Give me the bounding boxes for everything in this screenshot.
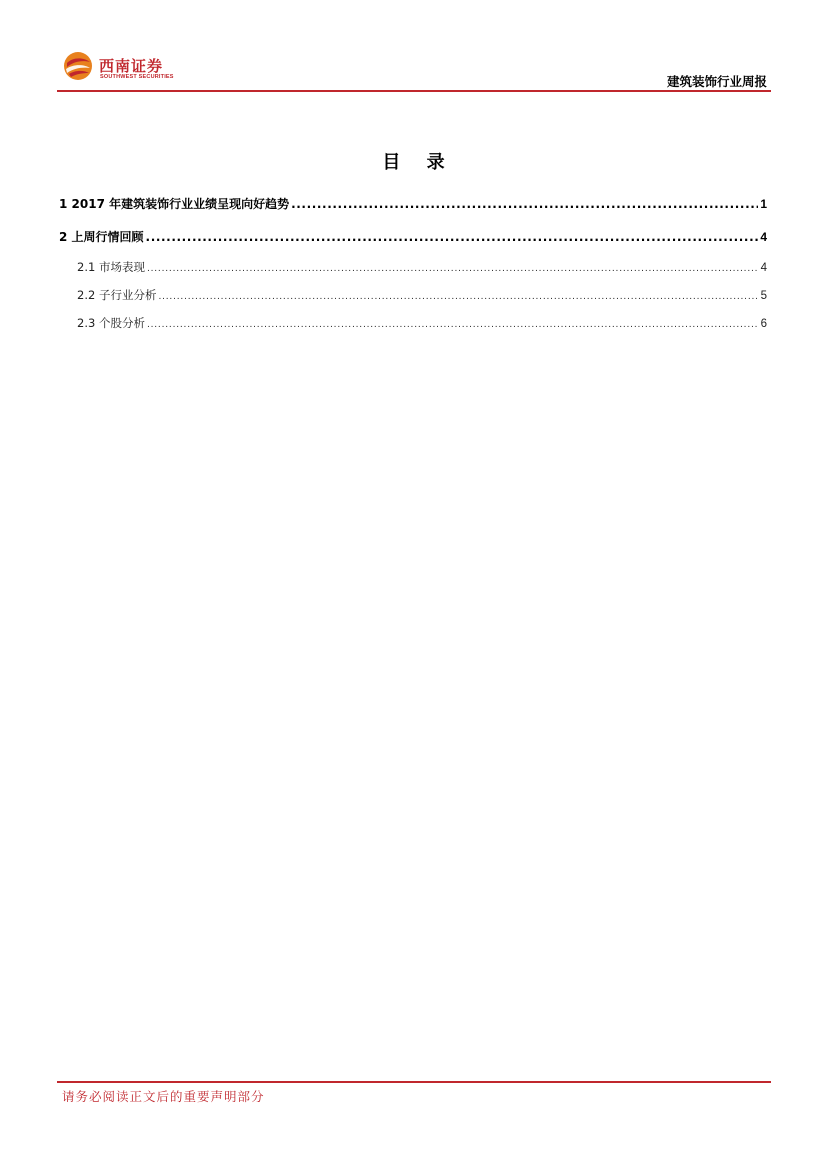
company-logo bbox=[63, 50, 203, 84]
toc-entry-2-3[interactable] bbox=[77, 315, 767, 331]
toc-page-number: 4 bbox=[760, 262, 767, 274]
toc-dot-leader bbox=[146, 230, 759, 244]
toc-dot-leader bbox=[158, 288, 758, 302]
toc-entry-label: 1 2017 年建筑装饰行业业绩呈现向好趋势 bbox=[59, 197, 290, 211]
toc-dot-leader bbox=[291, 197, 758, 211]
header-divider bbox=[57, 90, 771, 92]
toc-page-number: 1 bbox=[760, 197, 767, 211]
page-header bbox=[57, 46, 771, 92]
toc-page-number: 5 bbox=[760, 290, 767, 302]
logo-english-name: SOUTHWEST SECURITIES bbox=[100, 74, 174, 80]
toc-entry-label: 2 上周行情回顾 bbox=[59, 230, 144, 244]
toc-heading: 目 录 bbox=[382, 152, 455, 173]
footer-disclaimer-notice: 请务必阅读正文后的重要声明部分 bbox=[62, 1089, 265, 1104]
toc-entry-label: 2.1 市场表现 bbox=[77, 260, 145, 274]
toc-entry-label: 2.3 个股分析 bbox=[77, 316, 145, 330]
toc-entry-1[interactable] bbox=[59, 195, 767, 212]
toc-entry-2[interactable] bbox=[59, 228, 767, 245]
toc-dot-leader bbox=[147, 316, 759, 330]
toc-entry-2-1[interactable] bbox=[77, 259, 767, 275]
toc-page-number: 4 bbox=[760, 230, 767, 244]
logo-chinese-name: 西南证券 bbox=[99, 57, 164, 75]
footer-divider bbox=[57, 1081, 771, 1083]
logo-emblem-icon bbox=[63, 51, 93, 81]
toc-page-number: 6 bbox=[760, 318, 767, 330]
toc-dot-leader bbox=[147, 260, 759, 274]
toc-entry-2-2[interactable] bbox=[77, 287, 767, 303]
toc-entry-label: 2.2 子行业分析 bbox=[77, 288, 157, 302]
report-type-title: 建筑装饰行业周报 bbox=[666, 74, 767, 89]
